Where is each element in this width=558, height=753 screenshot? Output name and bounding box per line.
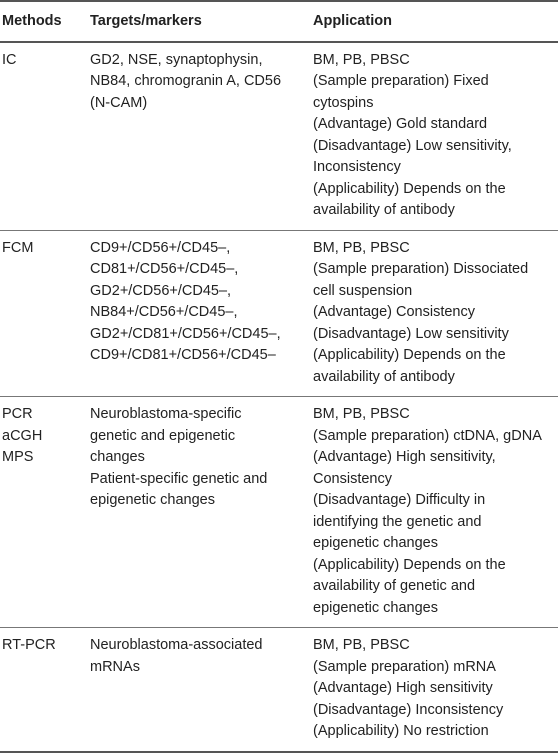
cell-line: (Applicability) Depends on the xyxy=(313,347,506,363)
header-targets: Targets/markers xyxy=(90,13,202,29)
cell-line: cytospins xyxy=(313,94,374,111)
cell-line: changes xyxy=(90,449,145,465)
cell-line: (Advantage) High sensitivity, xyxy=(313,449,496,465)
row-divider xyxy=(0,751,558,753)
table-row xyxy=(0,231,558,397)
cell-line: Consistency xyxy=(313,470,392,487)
table-row xyxy=(0,397,558,627)
cell-targets xyxy=(78,50,311,222)
cell-line: (Sample preparation) mRNA xyxy=(313,658,496,675)
cell-line: availability of antibody xyxy=(313,368,455,385)
cell-line: (Advantage) Consistency xyxy=(313,304,475,320)
cell-line: GD2+/CD56+/CD45–, xyxy=(90,282,232,299)
cell-line: IC xyxy=(2,51,17,68)
cell-line: (Applicability) Depends on the xyxy=(313,556,506,573)
cell-line: BM, PB, PBSC xyxy=(313,239,410,256)
cell-line: (Advantage) High sensitivity xyxy=(313,680,493,696)
cell-line: epigenetic changes xyxy=(90,492,215,508)
table-body xyxy=(0,43,558,753)
cell-line: availability of antibody xyxy=(313,202,455,218)
cell-targets xyxy=(78,635,311,743)
cell-targets xyxy=(78,238,311,389)
cell-line: (Sample preparation) Fixed xyxy=(313,73,489,89)
cell-line: (Disadvantage) Low sensitivity, xyxy=(313,137,512,154)
cell-line: (Applicability) No restriction xyxy=(313,723,489,739)
cell-application xyxy=(311,238,558,389)
cell-line: NB84+/CD56+/CD45–, xyxy=(90,304,238,320)
cell-line: (Disadvantage) Low sensitivity xyxy=(313,325,509,342)
cell-line: aCGH xyxy=(2,427,43,444)
cell-line: Inconsistency xyxy=(313,159,401,175)
cell-line: GD2+/CD81+/CD56+/CD45–, xyxy=(90,325,281,342)
cell-line: PCR xyxy=(2,406,33,422)
cell-line: epigenetic changes xyxy=(313,599,438,616)
cell-application xyxy=(311,404,558,619)
cell-method xyxy=(0,238,78,389)
cell-targets xyxy=(78,404,311,619)
cell-line: identifying the genetic and xyxy=(313,513,482,530)
cell-line: BM, PB, PBSC xyxy=(313,637,410,653)
cell-line: availability of genetic and xyxy=(313,578,476,594)
cell-application xyxy=(311,635,558,743)
cell-line: BM, PB, PBSC xyxy=(313,51,410,68)
cell-line: BM, PB, PBSC xyxy=(313,406,410,422)
cell-line: (Sample preparation) ctDNA, gDNA xyxy=(313,427,542,444)
table-header-row xyxy=(0,2,558,41)
header-methods: Methods xyxy=(2,13,62,29)
cell-line: GD2, NSE, synaptophysin, xyxy=(90,51,263,68)
cell-line: (Applicability) Depends on the xyxy=(313,180,506,197)
cell-line: RT-PCR xyxy=(2,637,56,653)
cell-method xyxy=(0,50,78,222)
header-application: Application xyxy=(313,13,392,29)
cell-line: cell suspension xyxy=(313,282,413,299)
table-row xyxy=(0,628,558,751)
cell-line: FCM xyxy=(2,239,34,256)
cell-line: NB84, chromogranin A, CD56 xyxy=(90,73,282,89)
cell-line: Neuroblastoma-associated xyxy=(90,637,263,653)
cell-line: epigenetic changes xyxy=(313,535,438,551)
cell-method xyxy=(0,635,78,743)
cell-line: (Advantage) Gold standard xyxy=(313,116,488,132)
cell-method xyxy=(0,404,78,619)
cell-line: Patient-specific genetic and xyxy=(90,470,268,487)
cell-line: (N-CAM) xyxy=(90,94,148,111)
cell-line: (Sample preparation) Dissociated xyxy=(313,261,529,277)
table-row xyxy=(0,43,558,230)
cell-line: CD9+/CD81+/CD56+/CD45– xyxy=(90,347,276,363)
cell-application xyxy=(311,50,558,222)
cell-line: Neuroblastoma-specific xyxy=(90,406,242,422)
cell-line: (Disadvantage) Difficulty in xyxy=(313,492,486,508)
cell-line: genetic and epigenetic xyxy=(90,427,236,444)
cell-line: (Disadvantage) Inconsistency xyxy=(313,701,504,718)
cell-line: mRNAs xyxy=(90,658,140,675)
cell-line: CD81+/CD56+/CD45–, xyxy=(90,261,239,277)
cell-line: MPS xyxy=(2,449,34,465)
cell-line: CD9+/CD56+/CD45–, xyxy=(90,239,231,256)
